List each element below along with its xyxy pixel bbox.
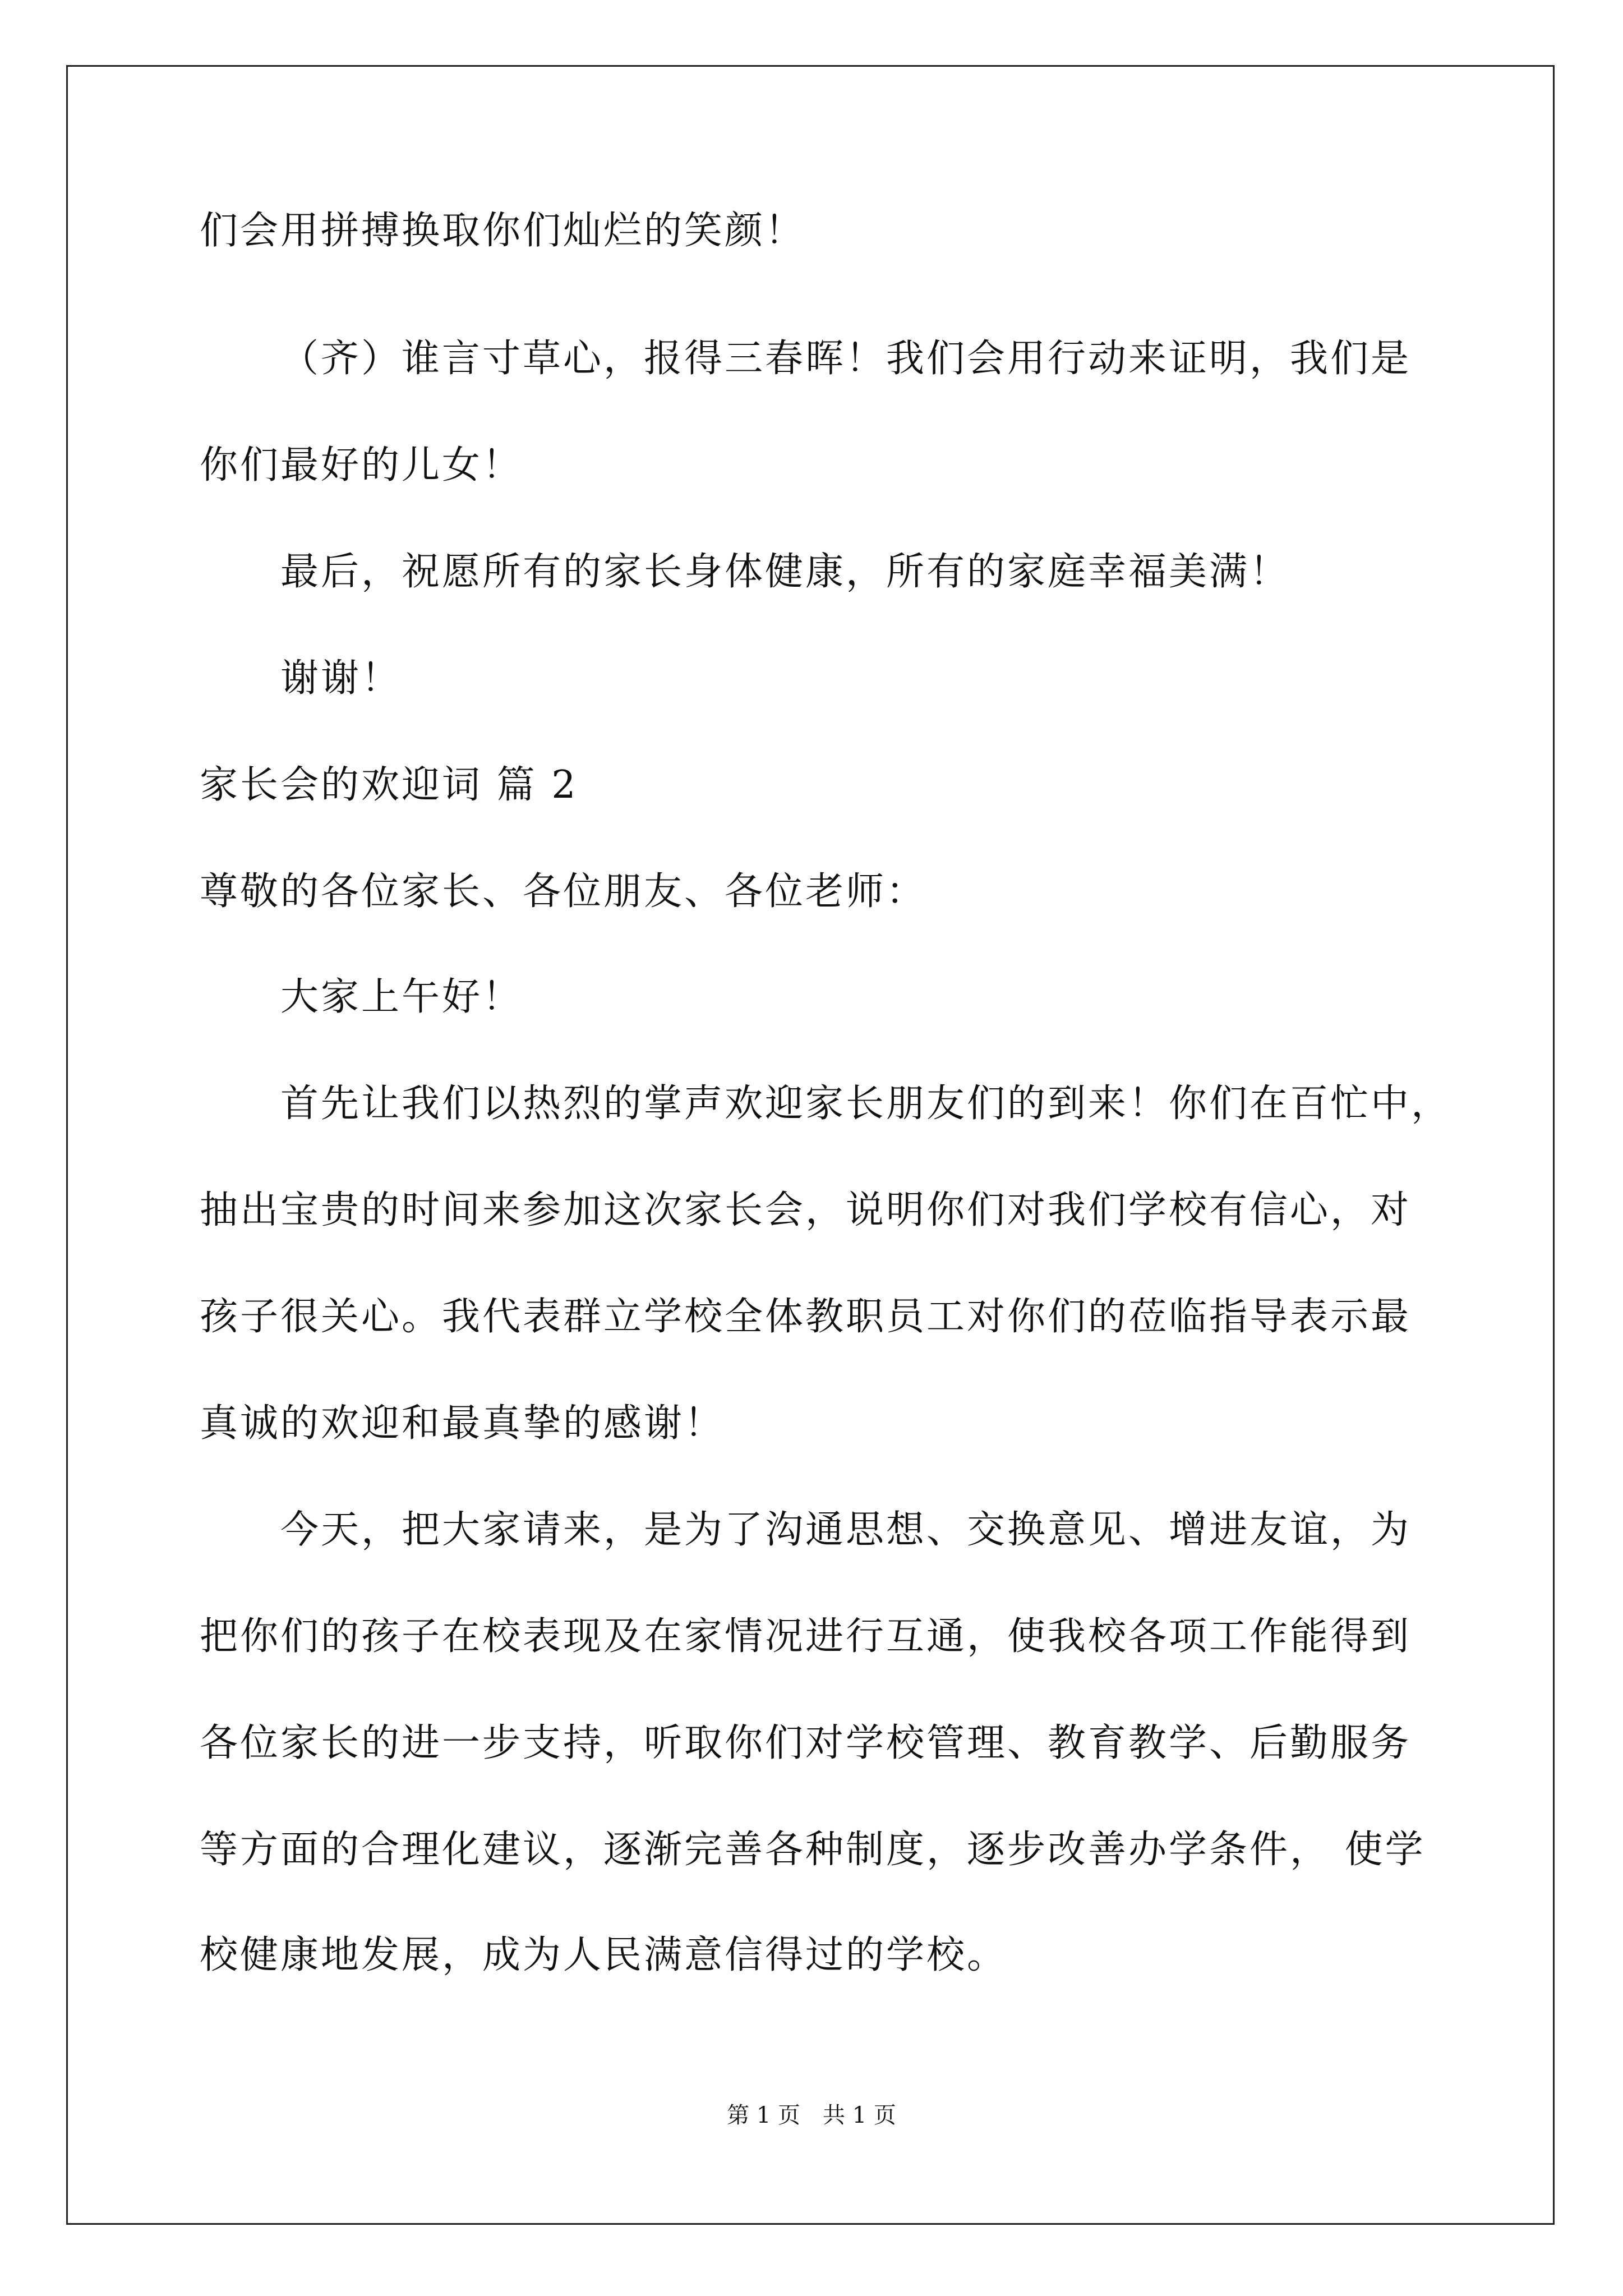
salutation: 尊敬的各位家长、各位朋友、各位老师： [200, 869, 927, 914]
paragraph-line: 各位家长的进一步支持，听取你们对学校管理、教育教学、后勤服务 [200, 1721, 1412, 1765]
paragraph-line: 你们最好的儿女！ [200, 443, 523, 487]
paragraph-line: 首先让我们以热烈的掌声欢迎家长朋友们的到来！你们在百忙中， [280, 1082, 1452, 1126]
greeting: 大家上午好！ [280, 975, 523, 1019]
paragraph-line: 校健康地发展，成为人民满意信得过的学校。 [200, 1933, 1008, 1977]
paragraph-line: 等方面的合理化建议，逐渐完善各种制度，逐步改善办学条件， 使学 [200, 1828, 1426, 1872]
section-heading: 家长会的欢迎词 篇 2 [200, 763, 578, 807]
paragraph-line: 今天，把大家请来，是为了沟通思想、交换意见、增进友谊，为 [280, 1508, 1412, 1552]
paragraph-line: 们会用拼搏换取你们灿烂的笑颜！ [200, 209, 806, 253]
paragraph-line: 孩子很关心。我代表群立学校全体教职员工对你们的莅临指导表示最 [200, 1295, 1412, 1339]
paragraph-line: 谢谢！ [280, 656, 402, 701]
paragraph-line: 最后，祝愿所有的家长身体健康，所有的家庭幸福美满！ [280, 550, 1290, 594]
page-border [66, 65, 1555, 2225]
paragraph-line: （齐）谁言寸草心，报得三春晖！我们会用行动来证明，我们是 [280, 337, 1412, 381]
paragraph-line: 把你们的孩子在校表现及在家情况进行互通，使我校各项工作能得到 [200, 1614, 1412, 1659]
paragraph-line: 抽出宝贵的时间来参加这次家长会，说明你们对我们学校有信心，对 [200, 1188, 1412, 1232]
paragraph-line: 真诚的欢迎和最真挚的感谢！ [200, 1401, 725, 1446]
page-footer: 第 1 页 共 1 页 [727, 2102, 896, 2128]
